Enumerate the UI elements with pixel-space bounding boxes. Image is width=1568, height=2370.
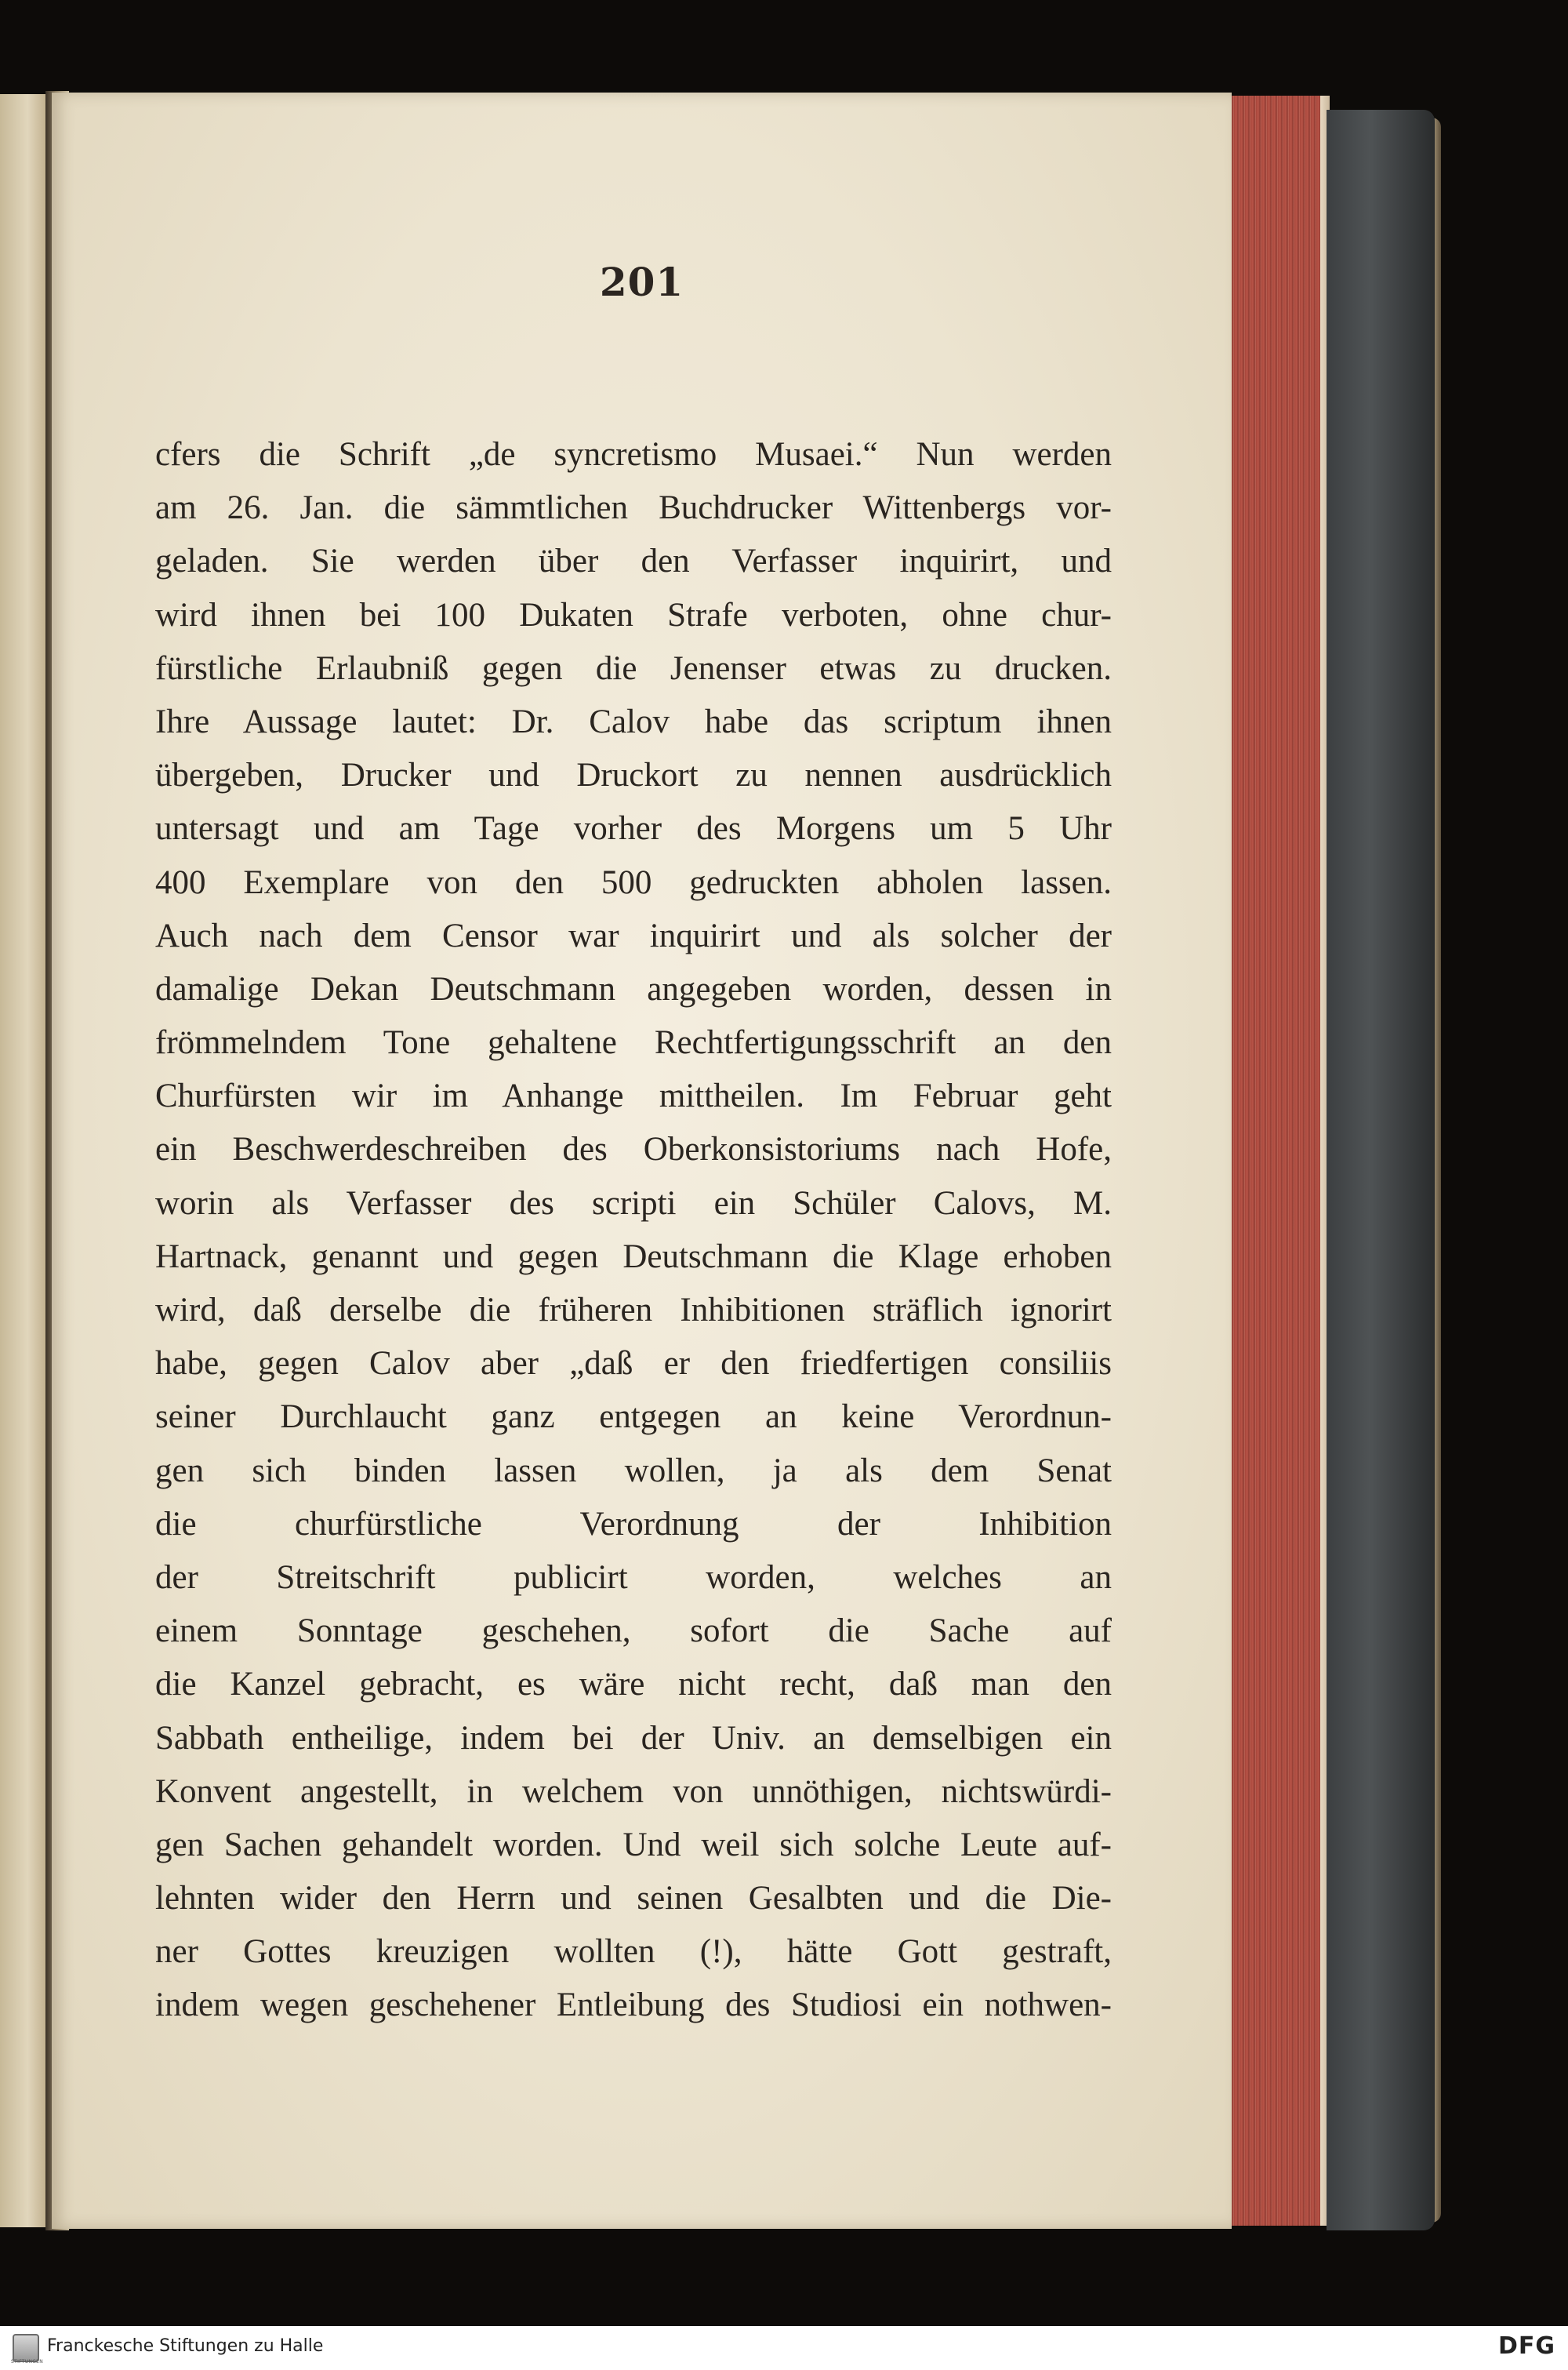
text-line: untersagt und am Tage vorher des Morgens um 5 Uhr [155,810,1112,848]
page [52,93,1232,2229]
text-line: Churfürsten wir im Anhange mittheilen. Im Februar geht [155,1078,1112,1115]
book-cover [1327,110,1435,2230]
text-line: die churfürstliche Verordnung der Inhibition [155,1505,1112,1543]
text-line: Auch nach dem Censor war inquirirt und als solcher der [155,917,1112,954]
text-line: 400 Exemplare von den 500 gedruckten abholen lassen. [155,863,1112,901]
text-line: ner Gottes kreuzigen wollten (!), hätte Gott gestraft, [155,1933,1112,1971]
red-page-edges [1220,96,1323,2226]
logo-caption: STIFTUNGEN [11,2359,44,2365]
text-line: Ihre Aussage lautet: Dr. Calov habe das scriptum ihnen [155,703,1112,740]
text-line: wird ihnen bei 100 Dukaten Strafe verboten, ohne chur- [155,596,1112,634]
text-line: indem wegen geschehener Entleibung des Studiosi ein nothwen- [155,1987,1112,2024]
text-line: gen Sachen gehandelt worden. Und weil sich solche Leute auf- [155,1826,1112,1863]
text-line: Sabbath entheilige, indem bei der Univ. an demselbigen ein [155,1719,1112,1757]
text-line: die Kanzel gebracht, es wäre nicht recht, daß man den [155,1666,1112,1703]
text-line: fürstliche Erlaubniß gegen die Jenenser etwas zu drucken. [155,649,1112,687]
text-line: cfers die Schrift „de syncretismo Musaei.“ Nun werden [155,436,1112,473]
dfg-logo: DFG [1497,2332,1555,2360]
text-line: am 26. Jan. die sämmtlichen Buchdrucker Wittenbergs vor- [155,489,1112,527]
text-line: seiner Durchlaucht ganz entgegen an keine Verordnun- [155,1398,1112,1436]
text-line: Konvent angestellt, in welchem von unnöthigen, nichtswürdi- [155,1772,1112,1810]
page-number: 201 [599,259,684,305]
text-line: frömmelndem Tone gehaltene Rechtfertigungsschrift an den [155,1024,1112,1062]
left-page-edge [0,94,50,2227]
text-line: wird, daß derselbe die früheren Inhibitionen sträflich ignorirt [155,1292,1112,1329]
text-line: einem Sonntage geschehen, sofort die Sache auf [155,1612,1112,1650]
text-line: damalige Dekan Deutschmann angegeben worden, dessen in [155,970,1112,1008]
page-text [155,428,1112,2033]
text-line: gen sich binden lassen wollen, ja als dem Senat [155,1452,1112,1489]
institution-name: Franckesche Stiftungen zu Halle [47,2336,324,2356]
text-line: der Streitschrift publicirt worden, welches an [155,1558,1112,1596]
footer-bar [0,2326,1568,2370]
text-line: Hartnack, genannt und gegen Deutschmann die Klage erhoben [155,1238,1112,1275]
text-line: worin als Verfasser des scripti ein Schüler Calovs, M. [155,1184,1112,1222]
text-line: lehnten wider den Herrn und seinen Gesalbten und die Die- [155,1880,1112,1917]
text-line: übergeben, Drucker und Druckort zu nennen ausdrücklich [155,757,1112,794]
text-line: habe, gegen Calov aber „daß er den friedfertigen consiliis [155,1345,1112,1383]
text-line: geladen. Sie werden über den Verfasser inquirirt, und [155,543,1112,580]
institution-logo-icon [13,2334,39,2362]
text-line: ein Beschwerdeschreiben des Oberkonsistoriums nach Hofe, [155,1131,1112,1169]
